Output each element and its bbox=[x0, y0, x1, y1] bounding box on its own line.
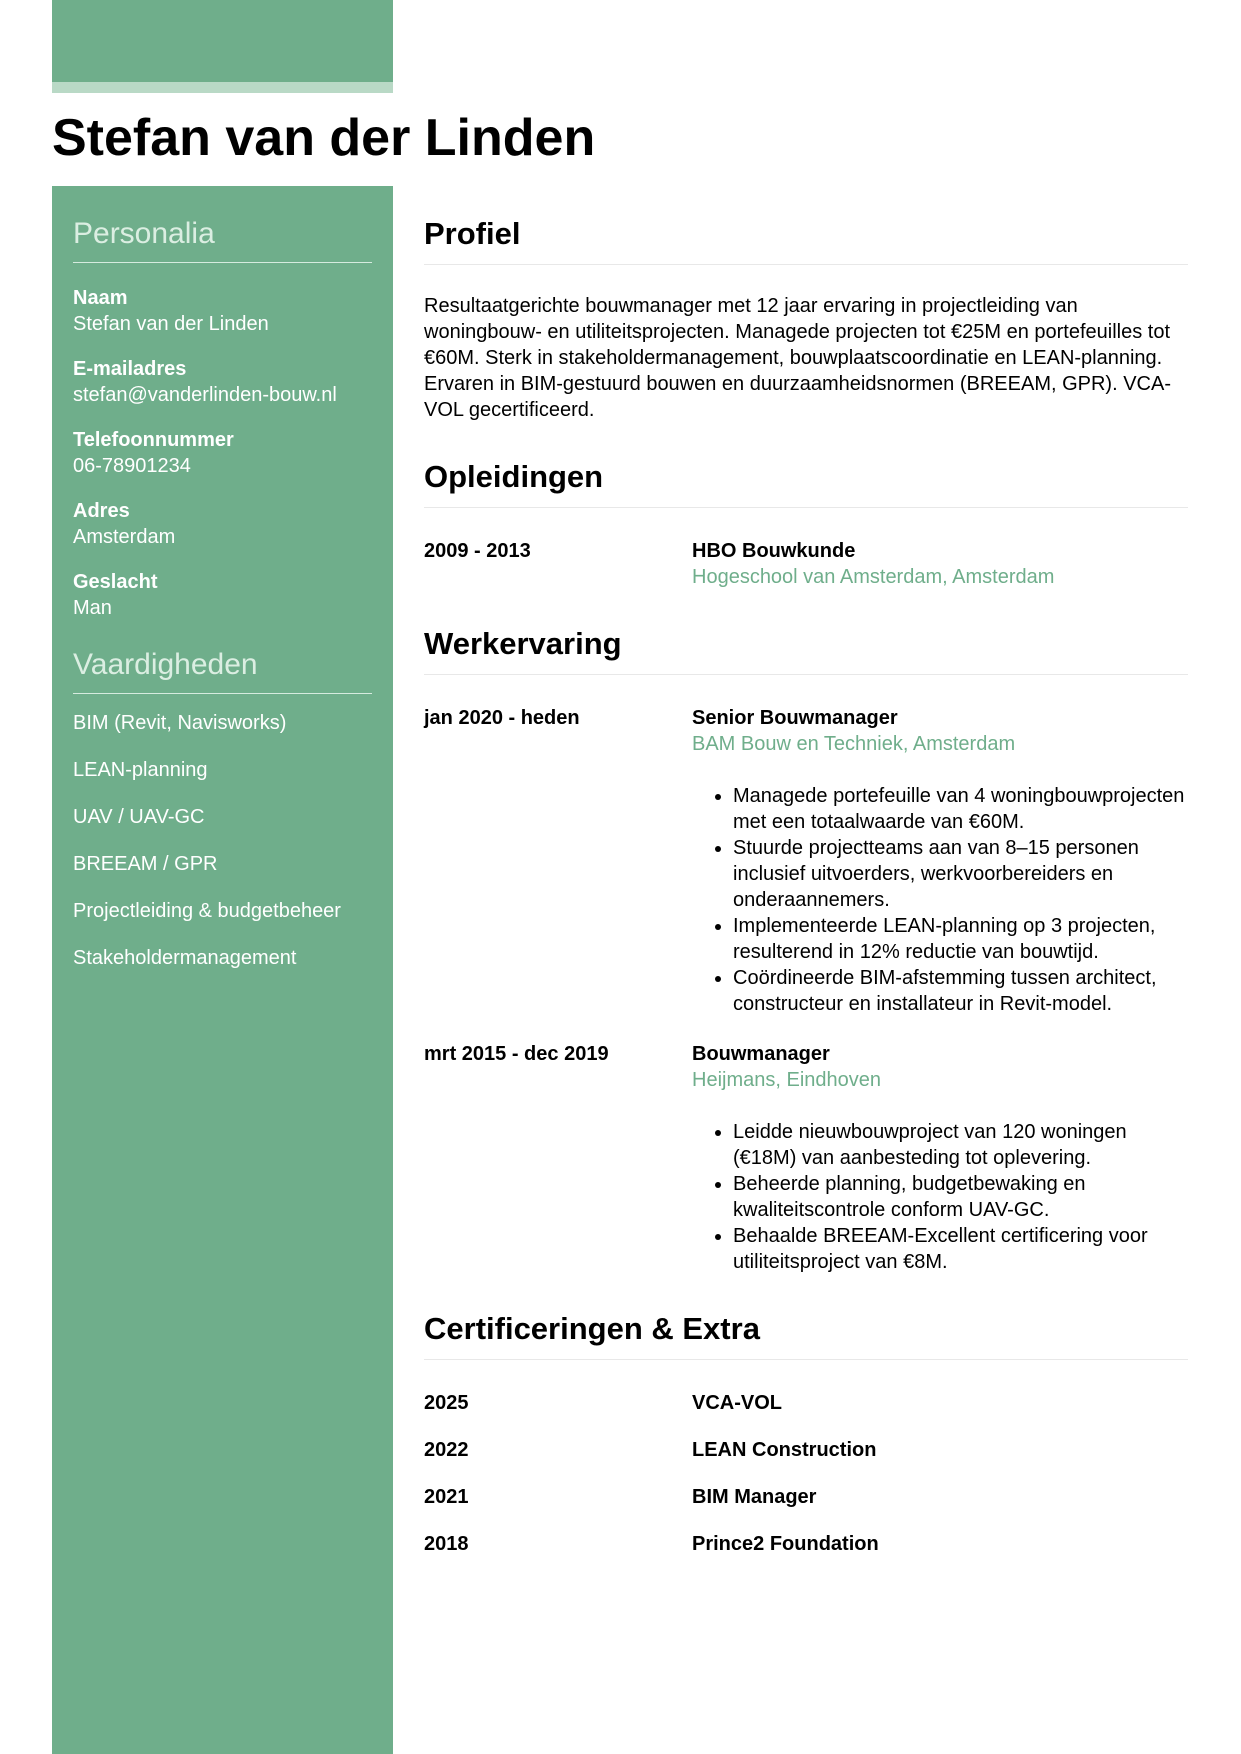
personalia-label: Adres bbox=[73, 500, 130, 522]
personalia-label: Telefoonnummer bbox=[73, 429, 234, 451]
entry-body bbox=[692, 1484, 1188, 1510]
experience-bullets bbox=[692, 1119, 1188, 1275]
email-link[interactable]: stefan@vanderlinden-bouw.nl bbox=[73, 384, 337, 406]
main-content bbox=[424, 186, 1188, 1578]
bullet-item: • Managede portefeuille van 4 woningbouwprojecten met een totaalwaarde van €60M. bbox=[733, 783, 1188, 835]
certification-year: 2025 bbox=[424, 1392, 469, 1414]
certifications-section bbox=[424, 1311, 1188, 1557]
entry-body bbox=[692, 705, 1188, 1017]
certification-year: 2021 bbox=[424, 1486, 469, 1508]
certification-year: 2022 bbox=[424, 1439, 469, 1461]
education-list bbox=[424, 538, 1188, 590]
entry-title: Senior Bouwmanager bbox=[692, 707, 898, 729]
education-entry bbox=[424, 538, 1188, 590]
experience-list bbox=[424, 705, 1188, 1275]
bullet-item: • Stuurde projectteams aan van 8–15 personen inclusief uitvoerders, werkvoorbereiders en onderaannemers. bbox=[733, 835, 1188, 913]
certification-year: 2018 bbox=[424, 1533, 469, 1555]
personalia-value: Man bbox=[73, 597, 112, 619]
skill-item: Projectleiding & budgetbeheer bbox=[73, 900, 341, 922]
personalia-name bbox=[73, 285, 372, 337]
experience-entry bbox=[424, 1041, 1188, 1275]
certifications-heading: Certificeringen & Extra bbox=[424, 1311, 1188, 1360]
certification-entry bbox=[424, 1437, 1188, 1463]
skill-item: BREEAM / GPR bbox=[73, 853, 218, 875]
entry-date: mrt 2015 - dec 2019 bbox=[424, 1043, 609, 1065]
certification-name: Prince2 Foundation bbox=[692, 1533, 879, 1555]
experience-bullets bbox=[692, 783, 1188, 1017]
entry-title: Bouwmanager bbox=[692, 1043, 830, 1065]
candidate-name: Stefan van der Linden bbox=[52, 109, 596, 167]
education-heading: Opleidingen bbox=[424, 459, 1188, 508]
personalia-phone bbox=[73, 427, 372, 479]
entry-body bbox=[692, 1531, 1188, 1557]
bullet-item: • Leidde nieuwbouwproject van 120 woningen (€18M) van aanbesteding tot oplevering. bbox=[733, 1119, 1188, 1171]
personalia-list bbox=[73, 285, 372, 621]
entry-organization: Hogeschool van Amsterdam, Amsterdam bbox=[692, 566, 1055, 588]
experience-heading: Werkervaring bbox=[424, 626, 1188, 675]
personalia-gender bbox=[73, 569, 372, 621]
experience-section bbox=[424, 626, 1188, 1275]
entry-body bbox=[692, 1437, 1188, 1463]
profile-text: Resultaatgerichte bouwmanager met 12 jaar ervaring in projectleiding van woningbouw- en utiliteitsprojecten. Managede projecten tot €25M en portefeuilles tot €60M. Sterk in stakeholdermanagement, bouwplaatscoordinatie en LEAN-planning. Ervaren in BIM-gestuurd bouwen en duurzaamheidsnormen (BREEAM, GPR). VCA-VOL gecertificeerd. bbox=[424, 295, 1171, 421]
skill-item: BIM (Revit, Navisworks) bbox=[73, 712, 287, 734]
personalia-label: E-mailadres bbox=[73, 358, 187, 380]
skills-list bbox=[73, 710, 372, 971]
personalia-email bbox=[73, 356, 372, 408]
personalia-address bbox=[73, 498, 372, 550]
experience-entry bbox=[424, 705, 1188, 1017]
header-color-band bbox=[52, 0, 393, 82]
entry-date: 2009 - 2013 bbox=[424, 540, 531, 562]
bullet-item: • Beheerde planning, budgetbewaking en kwaliteitscontrole conform UAV-GC. bbox=[733, 1171, 1188, 1223]
certification-name: VCA-VOL bbox=[692, 1392, 782, 1414]
personalia-label: Naam bbox=[73, 287, 128, 309]
certifications-list bbox=[424, 1390, 1188, 1557]
skill-item: Stakeholdermanagement bbox=[73, 947, 297, 969]
personalia-value: Stefan van der Linden bbox=[73, 313, 269, 335]
certification-entry bbox=[424, 1390, 1188, 1416]
education-section bbox=[424, 459, 1188, 590]
entry-body bbox=[692, 1390, 1188, 1416]
bullet-item: • Implementeerde LEAN-planning op 3 projecten, resulterend in 12% reductie van bouwtijd. bbox=[733, 913, 1188, 965]
sidebar bbox=[52, 186, 393, 1754]
certification-entry bbox=[424, 1531, 1188, 1557]
bullet-item: • Behaalde BREEAM-Excellent certificering voor utiliteitsproject van €8M. bbox=[733, 1223, 1188, 1275]
entry-title: HBO Bouwkunde bbox=[692, 540, 856, 562]
entry-body bbox=[692, 538, 1188, 590]
header-accent-stripe bbox=[52, 82, 393, 93]
profile-section bbox=[424, 216, 1188, 423]
skill-item: LEAN-planning bbox=[73, 759, 208, 781]
certification-entry bbox=[424, 1484, 1188, 1510]
personalia-value: 06-78901234 bbox=[73, 455, 191, 477]
personalia-value: Amsterdam bbox=[73, 526, 176, 548]
entry-organization: BAM Bouw en Techniek, Amsterdam bbox=[692, 733, 1016, 755]
bullet-item: • Coördineerde BIM-afstemming tussen architect, constructeur en installateur in Revit-model. bbox=[733, 965, 1188, 1017]
certification-name: BIM Manager bbox=[692, 1486, 817, 1508]
personalia-heading: Personalia bbox=[73, 216, 372, 263]
skill-item: UAV / UAV-GC bbox=[73, 806, 205, 828]
skills-heading: Vaardigheden bbox=[73, 647, 372, 694]
entry-date: jan 2020 - heden bbox=[424, 707, 580, 729]
profile-heading: Profiel bbox=[424, 216, 1188, 265]
personalia-label: Geslacht bbox=[73, 571, 158, 593]
entry-body bbox=[692, 1041, 1188, 1275]
certification-name: LEAN Construction bbox=[692, 1439, 877, 1461]
entry-organization: Heijmans, Eindhoven bbox=[692, 1069, 881, 1091]
